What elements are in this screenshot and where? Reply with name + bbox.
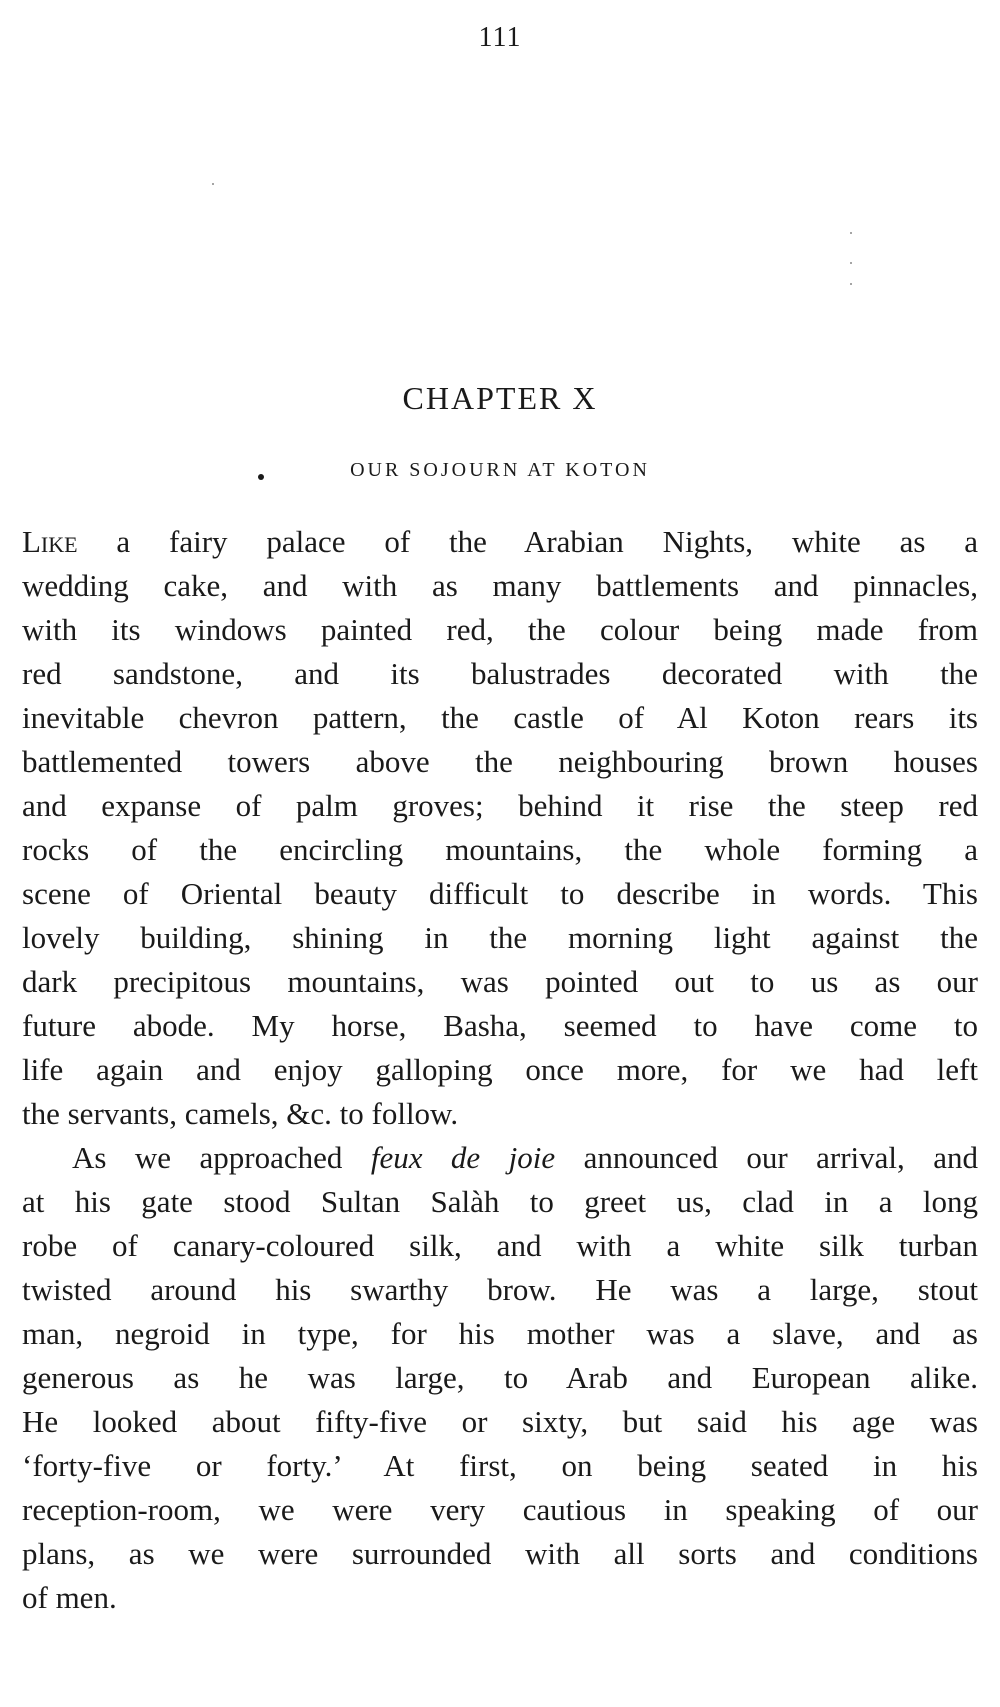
body-text <box>22 520 978 1620</box>
text-line: rocks of the encircling mountains, the whole forming a <box>22 832 978 867</box>
text-line <box>22 520 978 564</box>
text-line: reception-room, we were very cautious in speaking of our <box>22 1492 978 1527</box>
text-line: wedding cake, and with as many battlements and pinnacles, <box>22 568 978 603</box>
text-line: the servants, camels, &c. to follow. <box>22 1096 459 1131</box>
text-line: at his gate stood Sultan Salàh to greet us, clad in a long <box>22 1184 978 1219</box>
text-line: with its windows painted red, the colour being made from <box>22 612 978 647</box>
text-line: lovely building, shining in the morning light against the <box>22 920 978 955</box>
text-line: battlemented towers above the neighbouring brown houses <box>22 744 978 779</box>
text-line-rest: a fairy palace of the Arabian Nights, white as a <box>77 524 978 559</box>
text-segment: announced our arrival, and <box>555 1140 978 1175</box>
text-line: plans, as we were surrounded with all sorts and conditions <box>22 1536 978 1571</box>
text-line: twisted around his swarthy brow. He was a large, stout <box>22 1272 978 1307</box>
text-line: red sandstone, and its balustrades decorated with the <box>22 656 978 691</box>
chapter-subtitle: OUR SOJOURN AT KOTON <box>350 459 650 481</box>
paper-speck <box>850 283 852 285</box>
text-line: generous as he was large, to Arab and European alike. <box>22 1360 978 1395</box>
text-line: scene of Oriental beauty difficult to describe in words. This <box>22 876 978 911</box>
text-line: of men. <box>22 1580 117 1615</box>
text-line: He looked about fifty-five or sixty, but said his age was <box>22 1404 978 1439</box>
italic-phrase: feux de joie <box>370 1140 556 1175</box>
paper-speck <box>850 262 852 264</box>
text-line: inevitable chevron pattern, the castle of Al Koton rears its <box>22 700 978 735</box>
text-line: robe of canary-coloured silk, and with a white silk turban <box>22 1228 978 1263</box>
paragraph-1 <box>22 520 978 1136</box>
drop-word: Like <box>22 524 78 559</box>
text-line: dark precipitous mountains, was pointed out to us as our <box>22 964 978 999</box>
text-line <box>22 1136 978 1180</box>
text-line: future abode. My horse, Basha, seemed to have come to <box>22 1008 978 1043</box>
chapter-title: CHAPTER X <box>402 380 598 416</box>
paper-speck <box>850 232 852 234</box>
text-line: and expanse of palm groves; behind it rise the steep red <box>22 788 978 823</box>
text-segment: As we approached <box>72 1140 371 1175</box>
text-line: man, negroid in type, for his mother was a slave, and as <box>22 1316 978 1351</box>
text-line: life again and enjoy galloping once more, for we had left <box>22 1052 978 1087</box>
paper-speck <box>212 183 214 185</box>
page-number: 111 <box>478 22 522 53</box>
text-line: ‘forty-five or forty.’ At first, on being seated in his <box>22 1448 978 1483</box>
paragraph-2 <box>22 1136 978 1620</box>
